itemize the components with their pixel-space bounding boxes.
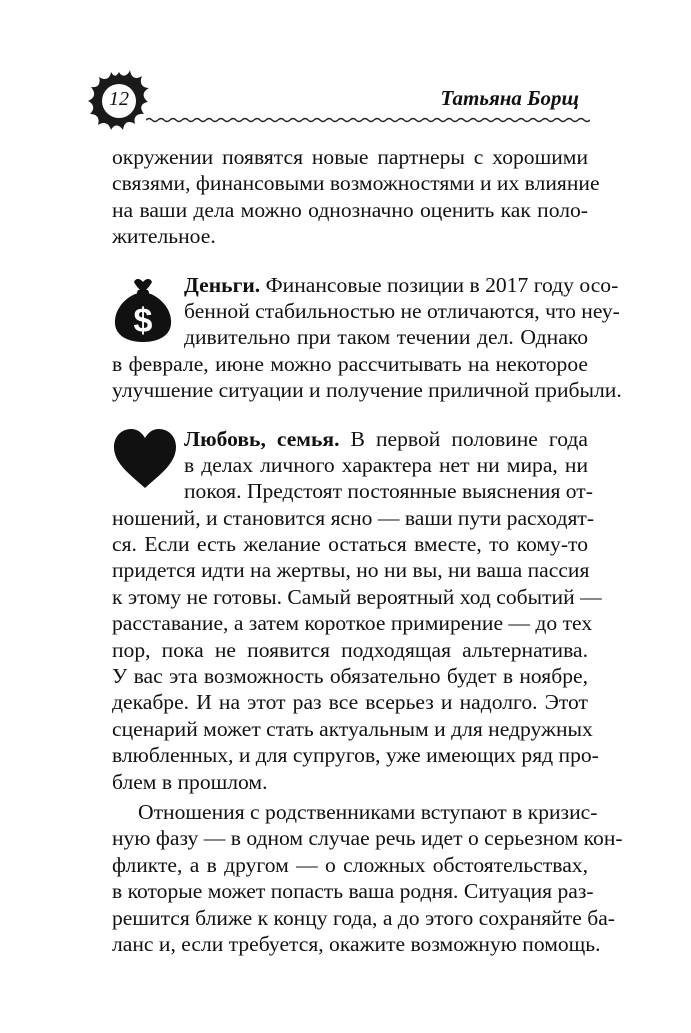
text-line: в феврале, июне можно рассчитывать на некоторое — [112, 351, 588, 376]
text-line: ся. Если есть желание остаться вместе, то кому-то — [112, 532, 588, 557]
page-number: 12 — [109, 88, 129, 110]
running-header-author: Татьяна Борщ — [440, 86, 579, 110]
text-line: покоя. Предстоят постоянные выяснения от- — [184, 479, 593, 504]
text-line: ланс и, если требуется, окажите возможную помощь. — [112, 931, 601, 956]
text-line: в делах личного характера нет ни мира, ни — [184, 452, 588, 477]
text-line: окружении появятся новые партнеры с хорошими — [112, 145, 588, 169]
text-line: ношений, и становится ясно — ваши пути расходят- — [112, 505, 595, 530]
text-line: декабре. И на этот раз все всерьез и надолго. Этот — [112, 690, 588, 715]
section-title-money: Деньги. — [184, 272, 261, 297]
money-section — [112, 272, 622, 404]
section-title-love: Любовь, семья. — [184, 426, 340, 451]
text-line: пор, пока не появится подходящая альтернатива. — [112, 637, 588, 662]
text-line: Деньги. Финансовые позиции в 2017 году осо- — [184, 272, 619, 297]
text-line: расставание, а затем короткое примирение — до тех — [112, 611, 593, 636]
text-line: бенной стабильностью не отличаются, что неу- — [184, 298, 620, 323]
text-line: У вас эта возможность обязательно будет в ноябре, — [112, 664, 588, 689]
page-body — [112, 144, 623, 957]
text-line: в которые может попасть ваша родня. Ситуация раз- — [112, 879, 594, 904]
text-line: Отношения с родственниками вступают в кризис- — [138, 799, 598, 824]
money-bag-icon — [112, 276, 174, 344]
text-line: дивительно при таком течении дел. Однако — [184, 325, 588, 350]
text-line: к этому не готовы. Самый вероятный ход событий — — [112, 584, 602, 609]
intro-paragraph — [112, 144, 600, 250]
text-line: Любовь, семья. В первой половине года — [184, 426, 588, 451]
text-line: фликте, а в другом — о сложных обстоятельствах, — [112, 852, 588, 877]
heart-icon — [112, 428, 178, 490]
wavy-header-rule — [146, 116, 590, 124]
text-line: сценарий может стать актуальным и для недружных — [112, 716, 593, 741]
text-line: жительное. — [112, 224, 216, 249]
text-line: блем в прошлом. — [112, 769, 268, 794]
text-line: ную фазу — в одном случае речь идет о серьезном кон- — [112, 826, 623, 851]
text-line: улучшение ситуации и получение приличной прибыли. — [112, 378, 622, 403]
text-line: придется идти на жертвы, но ни вы, ни ваша пассия — [112, 558, 590, 583]
svg-text:$: $ — [133, 301, 153, 340]
text-line: связями, финансовыми возможностями и их влияние — [112, 171, 600, 196]
love-section — [112, 426, 623, 958]
text-line: влюбленных, и для супругов, уже имеющих ряд про- — [112, 743, 599, 768]
page-header — [0, 0, 691, 140]
text-line: на ваши дела можно однозначно оценить как поло- — [112, 197, 588, 222]
text-line: решится ближе к концу года, а до этого сохраняйте ба- — [112, 905, 615, 930]
